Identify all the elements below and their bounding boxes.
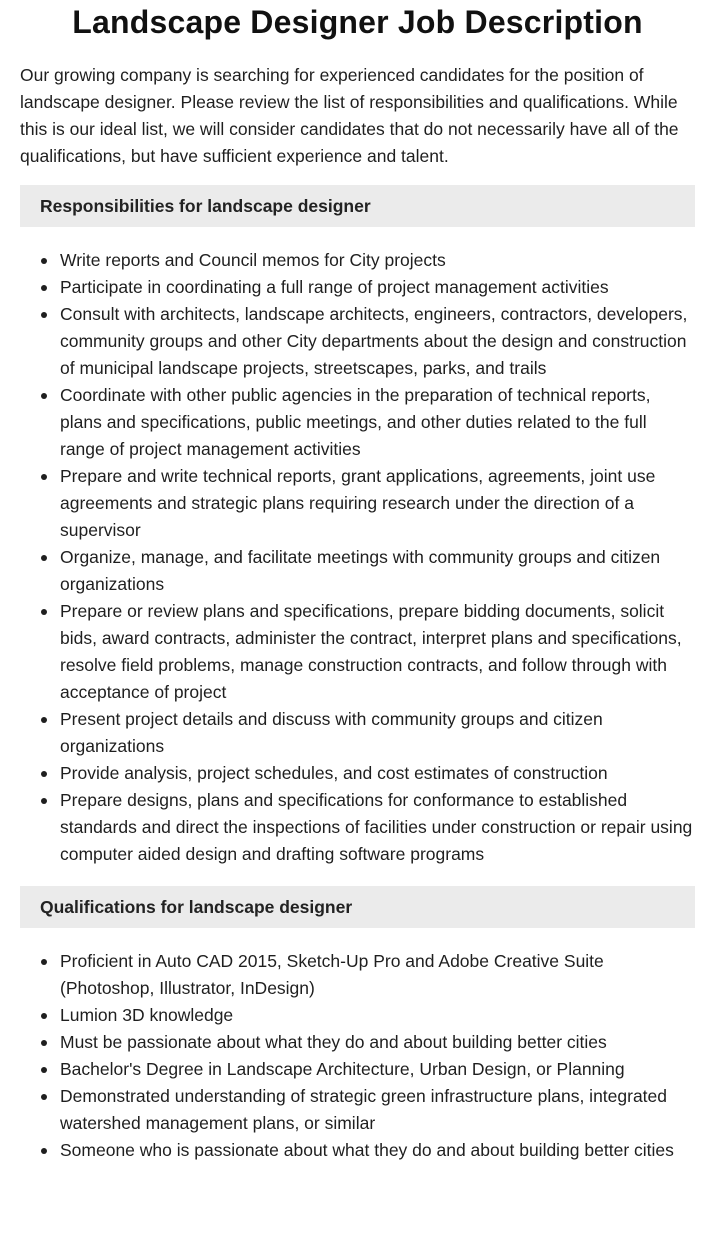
list-item: Write reports and Council memos for City projects bbox=[60, 247, 695, 274]
qualifications-list bbox=[20, 948, 695, 1164]
list-item: Demonstrated understanding of strategic green infrastructure plans, integrated watershed management plans, or similar bbox=[60, 1083, 695, 1137]
page-title: Landscape Designer Job Description bbox=[72, 4, 643, 40]
responsibilities-list bbox=[20, 247, 695, 868]
list-item: Coordinate with other public agencies in the preparation of technical reports, plans and specifications, public meetings, and other duties related to the full range of project management activities bbox=[60, 382, 695, 463]
list-item: Organize, manage, and facilitate meetings with community groups and citizen organizations bbox=[60, 544, 695, 598]
list-item: Proficient in Auto CAD 2015, Sketch-Up Pro and Adobe Creative Suite (Photoshop, Illustrator, InDesign) bbox=[60, 948, 695, 1002]
responsibilities-heading: Responsibilities for landscape designer bbox=[20, 185, 695, 227]
list-item: Prepare designs, plans and specifications for conformance to established standards and direct the inspections of facilities under construction or repair using computer aided design and drafting software programs bbox=[60, 787, 695, 868]
list-item: Provide analysis, project schedules, and cost estimates of construction bbox=[60, 760, 695, 787]
list-item: Participate in coordinating a full range of project management activities bbox=[60, 274, 695, 301]
list-item: Bachelor's Degree in Landscape Architecture, Urban Design, or Planning bbox=[60, 1056, 695, 1083]
list-item: Consult with architects, landscape architects, engineers, contractors, developers, community groups and other City departments about the design and construction of municipal landscape projects, streetscapes, parks, and trails bbox=[60, 301, 695, 382]
job-description-page bbox=[20, 0, 695, 1164]
qualifications-heading: Qualifications for landscape designer bbox=[20, 886, 695, 928]
list-item: Prepare and write technical reports, grant applications, agreements, joint use agreements and strategic plans requiring research under the direction of a supervisor bbox=[60, 463, 695, 544]
list-item: Must be passionate about what they do and about building better cities bbox=[60, 1029, 695, 1056]
intro-paragraph: Our growing company is searching for experienced candidates for the position of landscape designer. Please review the list of responsibilities and qualifications. While this is our ideal list, we will consider candidates that do not necessarily have all of the qualifications, but have sufficient experience and talent. bbox=[20, 65, 679, 166]
list-item: Someone who is passionate about what they do and about building better cities bbox=[60, 1137, 695, 1164]
list-item: Lumion 3D knowledge bbox=[60, 1002, 695, 1029]
list-item: Prepare or review plans and specifications, prepare bidding documents, solicit bids, award contracts, administer the contract, interpret plans and specifications, resolve field problems, manage construction contracts, and follow through with acceptance of project bbox=[60, 598, 695, 706]
list-item: Present project details and discuss with community groups and citizen organizations bbox=[60, 706, 695, 760]
